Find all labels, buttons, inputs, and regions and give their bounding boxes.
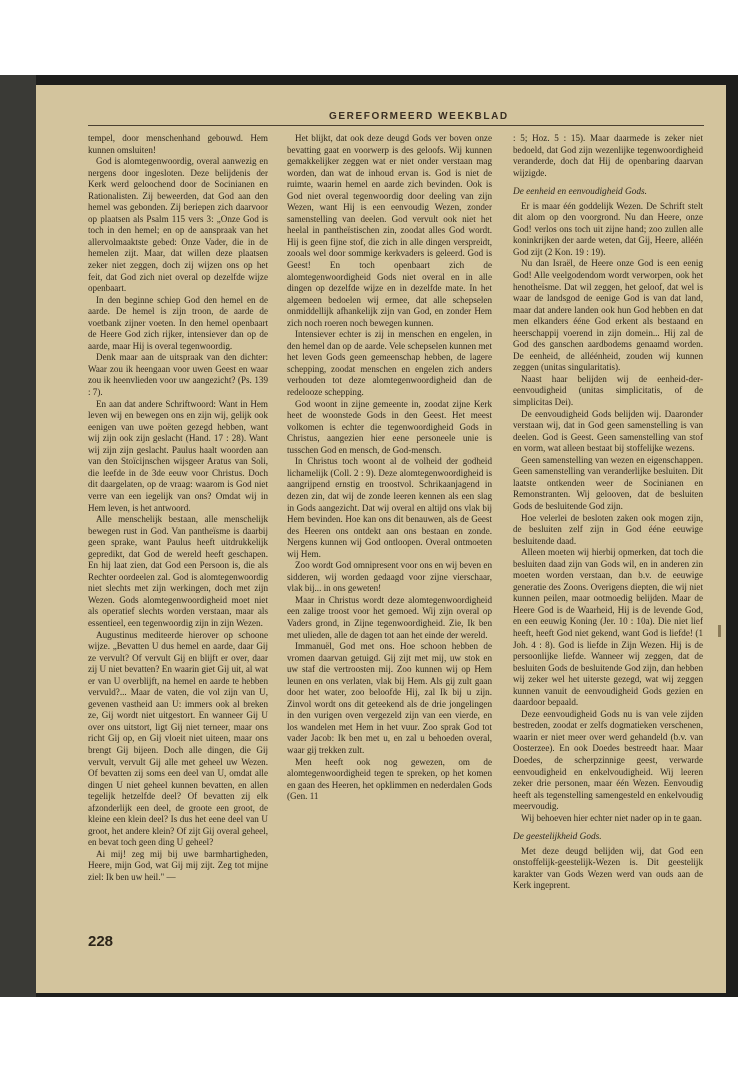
running-head: GEREFORMEERD WEEKBLAD bbox=[329, 111, 509, 122]
paragraph: En aan dat andere Schriftwoord: Want in Hem leven wij en bewegen ons en zijn wij, gelijk ook eenigen van uwe poëten gezegd hebben, want wij zijn ook zijn geslacht (Hand. 17 : 28). Want wij zijn zijn geslacht. Paulus haalt woorden aan van den Stoïcijnschen wijsgeer Aratus van Soli, die leefde in de 3de eeuw voor Christus. Doch dit daargelaten, op de vraag: waarom is God niet verre van een iegelijk van ons? Omdat wij in Hem leven, is het antwoord. bbox=[88, 398, 268, 513]
paragraph: Maar in Christus wordt deze alomtegenwoordigheid een zalige troost voor het gemoed. Wij zijn overal op Vaders grond, in Zijne tegenwoordigheid. Zie, Ik ben met ulieden, alle de dagen tot aan het einde der wereld. bbox=[287, 594, 492, 640]
paragraph: Intensiever echter is zij in menschen en engelen, in den hemel dan op de aarde. Vele schepselen kunnen met het leven Gods geen gemeenschap hebben, de lagere schepping, zoodat menschen en engelen zich anders verhouden tot deze alomtegenwoordigheid dan de redelooze schepping. bbox=[287, 329, 492, 398]
paragraph: De eenvoudigheid Gods belijden wij. Daaronder verstaan wij, dat in God geen samenstelling is van deelen. God is Geest. Geen samenstelling van stof en vorm, wat alleen bestaat bij stoffelijke wezens. bbox=[513, 408, 703, 454]
magazine-page bbox=[36, 85, 726, 993]
paragraph: Met deze deugd belijden wij, dat God een onstoffelijk-geestelijk-Wezen is. Dit geestelijk karakter van Gods Wezen werd van ouds aan de Kerk ingeprent. bbox=[513, 845, 703, 891]
paragraph: Denk maar aan de uitspraak van den dichter: Waar zou ik heengaan voor uwen Geest en waar zou ik heenvlieden voor uw aangezicht? (Ps. 139 : 7). bbox=[88, 352, 268, 398]
paragraph: Geen samenstelling van wezen en eigenschappen. Geen samenstelling van veranderlijke besluiten. Dit laatste ontkenden weer de Socinianen en Remonstranten. Wij gelooven, dat de besluiten Gods de besluitende God zijn. bbox=[513, 454, 703, 511]
text-column-1 bbox=[88, 133, 268, 928]
edge-mark bbox=[718, 625, 721, 637]
binding-edge bbox=[0, 75, 36, 997]
paragraph: Er is maar één goddelijk Wezen. De Schrift stelt dit alom op den voorgrond. Nu dan Heere, onze God! verlos ons toch uit zijne hand; zoo zullen alle koninkrijken der aarde weten, dat Gij, Heere, alléén God zijt (2 Kon. 19 : 19). bbox=[513, 200, 703, 257]
paragraph: : 5; Hoz. 5 : 15). Maar daarmede is zeker niet bedoeld, dat God zijn wezenlijke tegenwoordigheid veranderde, doch dat Hij de openbaring daarvan wijzigde. bbox=[513, 133, 703, 178]
paragraph: Het blijkt, dat ook deze deugd Gods ver boven onze bevatting gaat en voorwerp is des geloofs. Wij kunnen gemakkelijker zeggen wat er niet onder verstaan mag worden, dan wat de inhoud ervan is. God is niet de ruimte, waarin hemel en aarde zich bevinden. Ook is God niet overal tegenwoordig door deeling van zijn Wezen, want Hij is een eenvoudig Wezen, zonder samenstelling van deelen. God vervult ook niet het heelal in pantheïstischen zin, zoodat alles God wordt. Hij is geen fijne stof, die zich in alle dingen verspreidt, zooals wel door sommige kerkvaders is geleerd. God is Geest! En toch openbaart zich de alomtegenwoordigheid Gods niet overal en in alle dingen op dezelfde wijze en in dezelfde mate. In het algemeen bedoelen wij ermee, dat alle schepselen onmiddellijk afhankelijk zijn van God, en zonder Hem zich noch roeren noch bewegen kunnen. bbox=[287, 133, 492, 328]
paragraph: God is alomtegenwoordig, overal aanwezig en nergens door ingesloten. Deze belijdenis der Kerk werd geloochend door de Socinianen en Rationalisten. Zij beweerden, dat God aan den hemel was gebonden. Zij beriepen zich daarvoor op plaatsen als Psalm 115 vers 3: „Onze God is toch in den hemel; en op de aanspraak van het allervolmaaktste gebed: Onze Vader, die in de hemelen zijt. Maar, dat willen deze plaatsen zeker niet zeggen, doch zij wijzen ons op het feit, dat God zich niet overal op dezelfde wijze openbaart. bbox=[88, 156, 268, 294]
paragraph: Ai mij! zeg mij bij uwe barmhartigheden, Heere, mijn God, wat Gij mij zijt. Zeg tot mijne ziel: Ik ben uw heil." — bbox=[88, 848, 268, 882]
page-header bbox=[36, 111, 726, 125]
paragraph: Nu dan Israël, de Heere onze God is een eenig God! Alle veelgodendom wordt verworpen, ook het henotheïsme. Dat wil zeggen, het geloof, dat wel is waar de landsgod de eenige God is van dat land, maar dat andere landen ook hun God hebben en dat men elkanders ééne God erkent als bestaand en heerschappij voerend in zijn domein... Hij zal de God des ganschen aardbodems genaamd worden. De eenheid, de alléénheid, zouden wij kunnen zeggen (unitas singularitatis). bbox=[513, 258, 703, 373]
paragraph: In den beginne schiep God den hemel en de aarde. De hemel is zijn troon, de aarde de voetbank zijner voeten. In den hemel openbaart de Heere God zich rijker, intensiever dan op de aarde, maar Hij is overal tegenwoordig. bbox=[88, 294, 268, 351]
section-heading: De geestelijkheid Gods. bbox=[513, 832, 602, 843]
paragraph: Wij behoeven hier echter niet nader op in te gaan. bbox=[521, 812, 702, 823]
paragraph: Men heeft ook nog gewezen, om de alomtegenwoordigheid tegen te spreken, op het komen en gaan des Heeren, het opklimmen en nederdalen Gods (Gen. 11 bbox=[287, 756, 492, 802]
paragraph: In Christus toch woont al de volheid der godheid lichamelijk (Coll. 2 : 9). Deze alomtegenwoordigheid is aangrijpend ernstig en troostvol. Schrikaanjagend in dezen zin, dat wij de zonde leeren kennen als een slag in Gods aangezicht. Dat wij overal en altijd ons vlak bij Hem bevinden. Hoe kan ons dit benauwen, als de Geest des Heeren ons ontdekt aan ons bestaan en zonde. Nergens kunnen wij God ontloopen. Overal ontmoeten wij Hem. bbox=[287, 456, 492, 559]
paragraph: Immanuël, God met ons. Hoe schoon hebben de vromen daarvan getuigd. Gij zijt met mij, uw stok en uw staf die vertroosten mij. Zoo kunnen wij op Hem leunen en ons verlaten, vlak bij Hem. Als gij zult gaan door het water, zoo beloofde Hij, zal Ik bij u zijn. Zinvol wordt ons dit geteekend als de drie jongelingen in den vurigen oven vergezeld zijn van een vierde, en los wandelen met Hem in het vuur. Zoo sprak God tot vader Jacob: Ik ben met u, en zal u behoeden overal, waar gij trekken zult. bbox=[287, 641, 492, 755]
text-column-2 bbox=[287, 133, 492, 928]
header-rule bbox=[88, 125, 704, 126]
paragraph: tempel, door menschenhand gebouwd. Hem kunnen omsluiten! bbox=[88, 133, 268, 155]
scanned-page-background bbox=[0, 75, 738, 997]
paragraph: Augustinus mediteerde hierover op schoone wijze. „Bevatten U dus hemel en aarde, daar Gij ze vervult? Of vervult Gij en blijft er over, daar zij U niet bevatten? En waarin giet Gij uit, al wat er van U overblijft, na hemel en aarde te hebben vervuld?... Maar de vaten, die vol zijn van U, gevenen vastheid aan U: immers ook al breken ze, Gij wordt niet uitgestort. En wanneer Gij U over ons uitstort, ligt Gij niet terneer, maar ons richt Gij op, en Gij vloeit niet uiteen, maar ons brengt Gij bijeen. Doch alle dingen, die Gij vervult, vervult Gij alle met geheel uw Wezen. Of bevatten zij soms een deel van U, omdat alle dingen U niet geheel kunnen bevatten, en allen tegelijk hetzelfde deel? Of bevatten zij elk afzonderlijk een deel, de groote een groot, de kleine een klein deel? Is dus het eene deel van U groot, het andere klein? Of zijt Gij overal geheel, en bevat toch geen ding U geheel? bbox=[88, 629, 268, 848]
page-number: 228 bbox=[88, 933, 114, 950]
paragraph: Naast haar belijden wij de eenheid-der-eenvoudigheid (unitas simplicitatis, of de simplicitas Dei). bbox=[513, 373, 703, 408]
paragraph: Hoe velerlei de besloten zaken ook mogen zijn, de besluiten zelf zijn in God ééne eeuwige besluitende daad. bbox=[513, 512, 703, 546]
section-heading: De eenheid en eenvoudigheid Gods. bbox=[513, 187, 647, 198]
paragraph: Alleen moeten wij hierbij opmerken, dat toch die besluiten daad zijn van Gods wil, en in anderen zin moeten worden verstaan, dan b.v. de eeuwige generatie des Zoons. Overigens diepten, die wij niet kunnen peilen, maar ootmoedig belijden. Maar de Heere God is de Waarheid, Hij is de levende God, en een eeuwig Koning (Jer. 10 : 10a). Die niet lief heeft, heeft God niet gekend, want God is liefde! (1 Joh. 4 : 8). God is liefde in Zijn Wezen. Hij is de persoonlijke liefde. Wanneer wij zeggen, dat de besluiten Gods de besluitende God zijn, dan hebben wij zeker wel het uiterste gezegd, wat wij zeggen kunnen vanuit de eenvoudigheid Gods gezien en daardoor bepaald. bbox=[513, 547, 703, 708]
paragraph: Zoo wordt God omnipresent voor ons en wij beven en sidderen, wij worden gedaagd voor zijne vierschaar, vlak bij... in ons geweten! bbox=[287, 560, 492, 594]
text-column-3 bbox=[513, 133, 703, 928]
paragraph: God woont in zijne gemeente in, zoodat zijne Kerk heet de woonstede Gods in den Geest. Het meest volkomen is echter die tegenwoordigheid Gods in Christus, aangezien hier eene personeele unie is tusschen God en mensch, de God-mensch. bbox=[287, 398, 492, 455]
paragraph: Deze eenvoudigheid Gods nu is van vele zijden bestreden, zoodat er zelfs dogmatieken verschenen, waarin er niet meer over werd gehandeld (b.v. van Oosterzee). En ook Doedes bestreedt haar. Maar Doedes, de scherpzinnige geest, verwarde eenvoudigheid en enkelvoudigheid. Wij leeren zeker drie personen, maar één Wezen. Eenvoudig heeft als tegenstelling samengesteld en enkelvoudig meervoudig. bbox=[513, 708, 703, 812]
paragraph: Alle menschelijk bestaan, alle menschelijk bewegen rust in God. Van pantheïsme is daarbij geen sprake, want Paulus heeft uitdrukkelijk gepredikt, dat God de wereld heeft geschapen. En hij laat zien, dat God een Persoon is, die als Rechter oordeelen zal. God is alomtegenwoordig niet slechts met zijn werkingen, doch met zijn Wezen. Gods alomtegenwoordigheid moet niet als operatief slechts worden verstaan, maar als essentieel, een tegenwoordig zijn in zijn Wezen. bbox=[88, 514, 268, 628]
